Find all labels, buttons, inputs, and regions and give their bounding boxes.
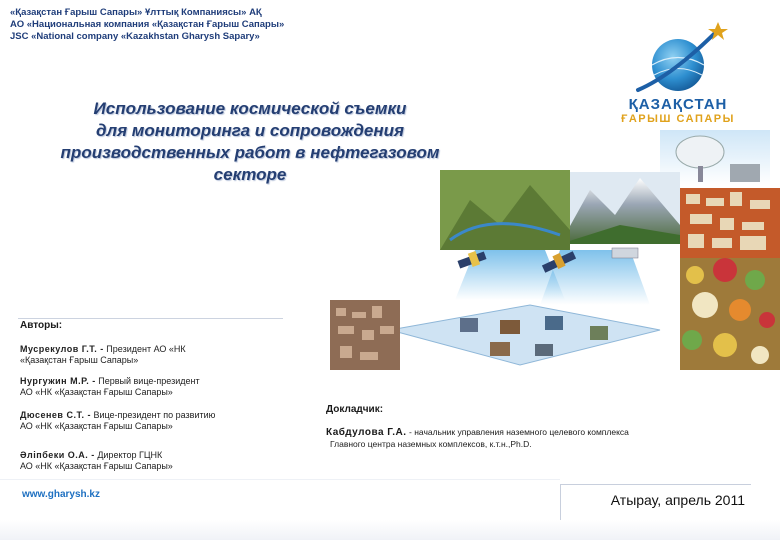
author-org: «Қазақстан Ғарыш Сапары» [20, 355, 139, 365]
header-line-russian: АО «Национальная компания «Қазақстан Ғарыш Сапары» [10, 19, 285, 30]
place-date: Атырау, апрель 2011 [610, 492, 745, 508]
author-org: АО «НК «Қазақстан Ғарыш Сапары» [20, 387, 173, 397]
thumbnail-5 [490, 342, 510, 356]
speaker-position: - начальник управления наземного целевого комплекса [409, 427, 629, 437]
author-name: Әліпбеки О.А. - [20, 450, 95, 460]
satellite-imagery-collage [330, 130, 780, 370]
author-org: АО «НК «Қазақстан Ғарыш Сапары» [20, 421, 173, 431]
title-line-4: секторе [213, 165, 287, 184]
authors-label: Авторы: [20, 320, 63, 331]
author-org: АО «НК «Қазақстан Ғарыш Сапары» [20, 461, 173, 471]
satellite-dish-icon [676, 136, 724, 168]
author-name: Мусрекулов Г.Т. - [20, 344, 104, 354]
author-position: Директор ГЦНК [97, 450, 163, 460]
thumbnail-1 [460, 318, 478, 332]
divider [0, 479, 560, 480]
author-entry [20, 376, 310, 398]
logo-name: ҚАЗАҚСТАН [628, 96, 728, 113]
logo-subtitle: ҒАРЫШ САПАРЫ [621, 113, 735, 125]
bottom-bar [0, 520, 780, 540]
website-link[interactable]: www.gharysh.kz [22, 489, 100, 500]
author-position: Вице-президент по развитию [93, 410, 216, 420]
author-name: Нургужин М.Р. - [20, 376, 96, 386]
thumbnail-3 [545, 316, 563, 330]
speaker-label: Докладчик: [326, 404, 384, 415]
title-line-2: для мониторинга и сопровождения [95, 121, 405, 140]
author-position: Президент АО «НК [106, 344, 186, 354]
author-entry [20, 410, 310, 432]
header-line-kazakh: «Қазақстан Ғарыш Сапары» Ұлттық Компаниясы» АҚ [10, 7, 262, 18]
organization-header [10, 7, 284, 43]
title-line-1: Использование космической съемки [93, 99, 407, 118]
author-position: Первый вице-президент [98, 376, 200, 386]
speaker-name: Кабдулова Г.А. [326, 427, 407, 438]
satellite-icon-3 [612, 248, 638, 258]
author-entry [20, 344, 310, 366]
title-line-3: производственных работ в нефтегазовом [60, 143, 440, 162]
author-entry [20, 450, 310, 472]
author-name: Дюсенев С.Т. - [20, 410, 91, 420]
header-line-english: JSC «National company «Kazakhstan Gharysh Sapary» [10, 31, 260, 42]
speaker-entry [326, 426, 726, 439]
ground-platform [390, 305, 660, 365]
speaker-org: Главного центра наземных комплексов, к.т.н.,Ph.D. [330, 439, 532, 449]
thumbnail-2 [500, 320, 520, 334]
thumbnail-6 [535, 344, 553, 356]
thumbnail-4 [590, 326, 608, 340]
